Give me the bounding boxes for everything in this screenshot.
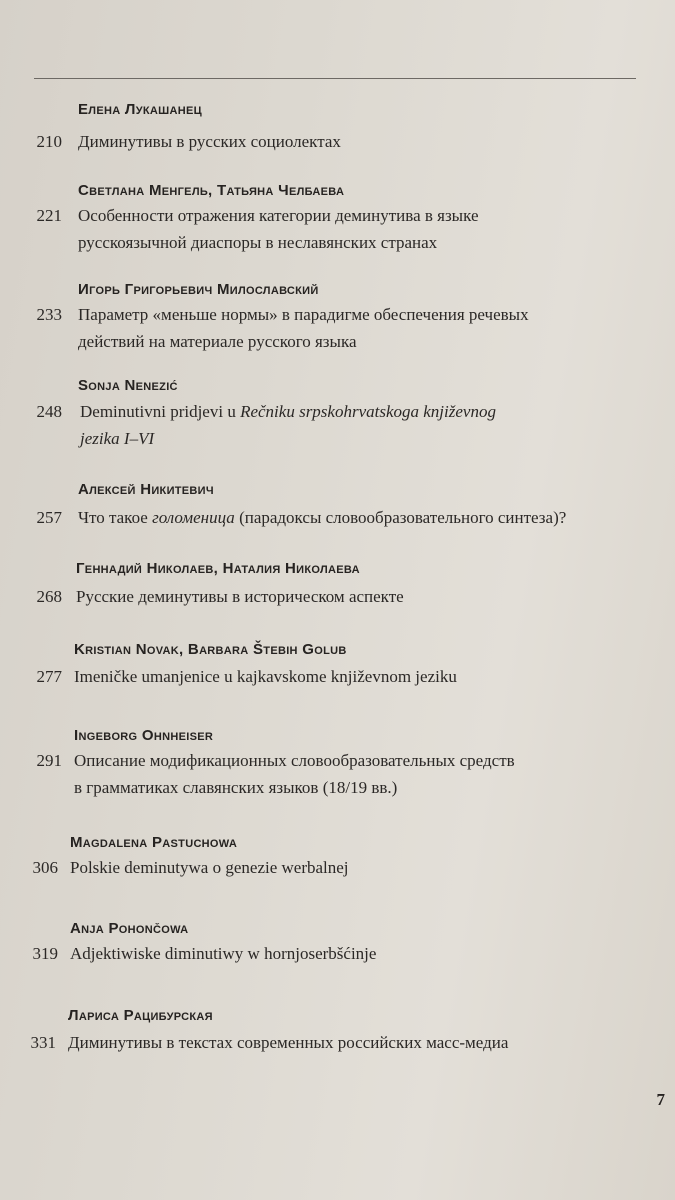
entry-title-line xyxy=(80,402,496,422)
entry-author: Anja Pohončowa xyxy=(70,920,189,937)
entry-author: Светлана Менгель, Татьяна Челбаева xyxy=(78,182,345,199)
entry-title-line xyxy=(74,667,457,687)
entry-page-number: 306 xyxy=(32,858,58,877)
entry-author: Kristian Novak, Barbara Štebih Golub xyxy=(74,641,347,658)
title-segment: Особенности отражения категории деминутива в языке xyxy=(78,206,479,225)
entry-title-line xyxy=(78,132,341,152)
entry-page-number: 291 xyxy=(36,751,62,770)
title-segment: Описание модификационных словообразовательных средств xyxy=(74,751,515,770)
entry-title-line xyxy=(78,305,529,325)
entry-title-line xyxy=(74,751,515,771)
entry-page-number: 221 xyxy=(36,206,62,225)
entry-author: Алексей Никитевич xyxy=(78,481,214,498)
title-segment: Deminutivni pridjevi u xyxy=(80,402,241,421)
title-segment: Диминутивы в текстах современных российских масс-медиа xyxy=(68,1033,509,1052)
entry-title-line xyxy=(70,944,376,964)
entry-page-number: 257 xyxy=(36,508,62,527)
entry-author: Игорь Григорьевич Милославский xyxy=(78,281,319,298)
page-number: 7 xyxy=(656,1090,665,1109)
title-segment: русскоязычной диаспоры в неславянских странах xyxy=(78,233,438,252)
title-italic-segment: Rečniku srpskohrvatskoga književnog xyxy=(240,402,496,421)
entry-page-number: 210 xyxy=(36,132,62,151)
entry-title-line xyxy=(76,587,404,607)
title-segment: Что такое xyxy=(78,508,153,527)
title-segment: Русские деминутивы в историческом аспекте xyxy=(76,587,404,606)
entry-author: Лариса Рацибурская xyxy=(68,1007,213,1024)
title-segment: в грамматиках славянских языков (18/19 вв.) xyxy=(74,778,398,797)
entry-title-line xyxy=(74,778,397,798)
title-segment: Imeničke umanjenice u kajkavskome književnom jeziku xyxy=(74,667,457,686)
entry-title-line xyxy=(70,858,349,878)
entry-author: Magdalena Pastuchowa xyxy=(70,834,238,851)
title-segment: Параметр «меньше нормы» в парадигме обеспечения речевых xyxy=(78,305,529,324)
entry-title-line xyxy=(78,508,566,528)
title-segment: Диминутивы в русских социолектах xyxy=(78,132,341,151)
entry-title-line xyxy=(78,332,357,352)
entry-title-line xyxy=(80,429,154,449)
entry-page-number: 331 xyxy=(30,1033,56,1052)
title-segment: Polskie deminutywa o genezie werbalnej xyxy=(70,858,349,877)
title-segment: Adjektiwiske diminutiwy w hornjoserbšćinje xyxy=(70,944,377,963)
entry-page-number: 277 xyxy=(36,667,62,686)
entry-title-line xyxy=(78,233,437,253)
title-italic-segment: голоменица xyxy=(152,508,235,527)
entry-title-line xyxy=(68,1033,508,1053)
title-segment: (парадоксы словообразовательного синтеза)? xyxy=(234,508,567,527)
entry-author: Елена Лукашанец xyxy=(78,101,202,118)
entry-page-number: 319 xyxy=(32,944,58,963)
entry-author: Ingeborg Ohnheiser xyxy=(74,727,214,744)
title-italic-segment: jezika I–VI xyxy=(80,429,155,448)
entry-page-number: 233 xyxy=(36,305,62,324)
entry-author: Sonja Nenezić xyxy=(78,377,178,394)
entry-page-number: 248 xyxy=(36,402,62,421)
entry-page-number: 268 xyxy=(36,587,62,606)
entry-author: Геннадий Николаев, Наталия Николаева xyxy=(76,560,360,577)
entry-title-line xyxy=(78,206,479,226)
title-segment: действий на материале русского языка xyxy=(78,332,357,351)
